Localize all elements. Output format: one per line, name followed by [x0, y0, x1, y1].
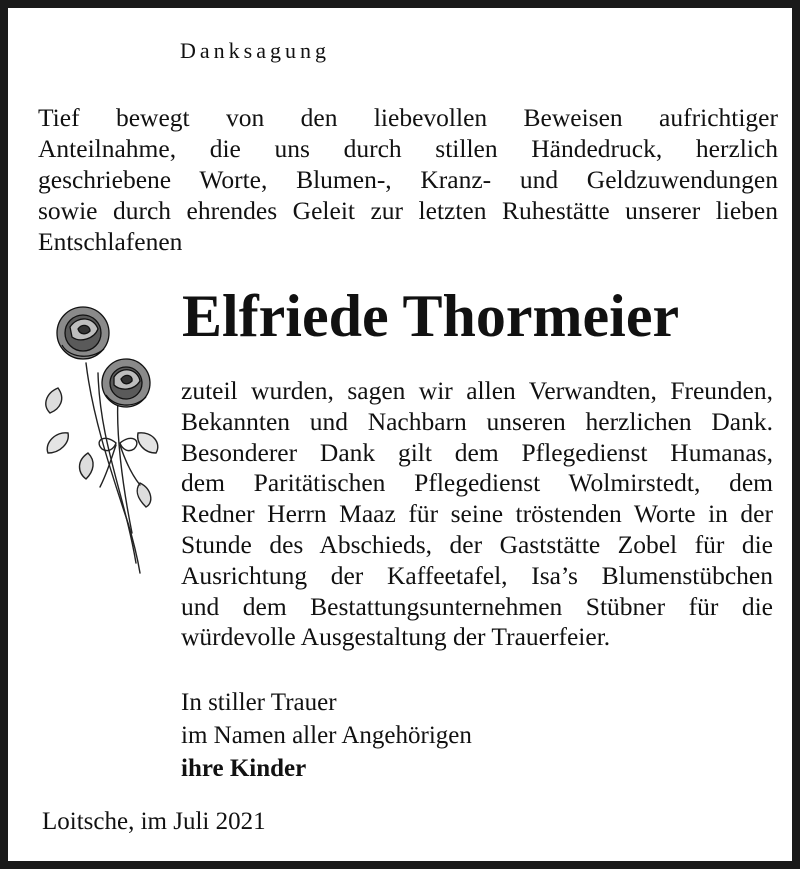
intro-line: Anteilnahme, die uns durch stillen Händedruck, herzlich [38, 134, 778, 163]
intro-line: Entschlafenen [38, 227, 183, 256]
thanks-line: Besonderer Dank gilt dem Pflegedienst Humanas, [181, 437, 773, 467]
place-and-date: Loitsche, im Juli 2021 [42, 808, 266, 835]
thanks-line: würdevolle Ausgestaltung der Trauerfeier. [181, 622, 611, 652]
closing-line: In stiller Trauer [181, 689, 337, 716]
intro-line: geschriebene Worte, Blumen-, Kranz- und Geldzuwendungen [38, 165, 778, 194]
thanks-paragraph [181, 376, 773, 653]
closing-line: im Namen aller Angehörigen [181, 722, 472, 749]
thanks-line: zuteil wurden, sagen wir allen Verwandten, Freunden, [181, 376, 773, 405]
closing-block [181, 686, 472, 785]
thanks-line: Redner Herrn Maaz für seine tröstenden Worte in der [181, 499, 773, 529]
roses-illustration-icon [28, 293, 178, 583]
deceased-name: Elfriede Thormeier [182, 283, 680, 349]
signature: ihre Kinder [181, 755, 307, 782]
thanks-line: Stunde des Abschieds, der Gaststätte Zobel für die [181, 529, 773, 559]
thanks-line: und dem Bestattungsunternehmen Stübner für die [181, 591, 773, 621]
thanks-line: Ausrichtung der Kaffeetafel, Isa’s Blumenstübchen [181, 560, 773, 590]
thanks-line: dem Paritätischen Pflegedienst Wolmirstedt, dem [181, 468, 773, 498]
intro-paragraph [38, 102, 778, 257]
intro-line: Tief bewegt von den liebevollen Beweisen aufrichtiger [38, 103, 778, 132]
notice-heading: Danksagung [180, 38, 330, 63]
thanks-line: Bekannten und Nachbarn unseren herzlichen Dank. [181, 406, 773, 436]
intro-line: sowie durch ehrendes Geleit zur letzten Ruhestätte unserer lieben [38, 196, 778, 225]
